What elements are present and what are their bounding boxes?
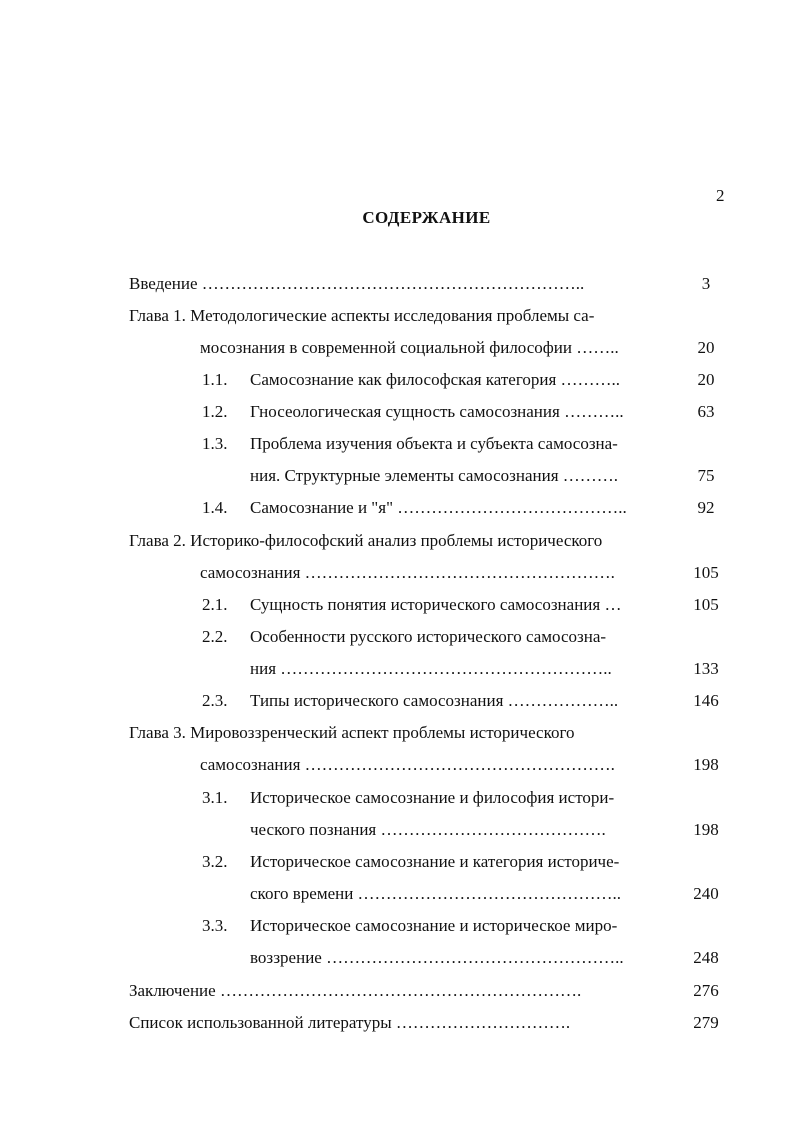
toc-section-1-4: [202, 496, 627, 520]
toc-section-1-3-continued: [250, 464, 618, 488]
toc-entry-text: Глава 3. Мировоззренческий аспект проблемы исторического: [129, 723, 575, 742]
section-number: 2.3.: [202, 691, 228, 710]
toc-section-3-2: [202, 850, 619, 874]
toc-entry-text: Список использованной литературы ………………………….: [129, 1013, 571, 1032]
toc-section-2-1: [202, 593, 621, 617]
section-number: 3.1.: [202, 788, 228, 807]
toc-section-3-1-continued: [250, 818, 606, 842]
toc-page-number: 240: [693, 884, 719, 903]
toc-entry-references: [129, 1011, 570, 1035]
section-number: 3.2.: [202, 852, 228, 871]
toc-entry-text: самосознания ……………………………………………….: [200, 755, 615, 774]
toc-section-2-2-continued: [250, 657, 612, 681]
toc-page-number: 105: [693, 595, 719, 614]
toc-page-number: 75: [697, 466, 715, 485]
toc-entry-text: ния …………………………………………………..: [250, 659, 612, 678]
toc-entry-text: Историческое самосознание и категория историче-: [250, 852, 620, 871]
section-number: 1.1.: [202, 370, 228, 389]
page-number: 2: [716, 186, 725, 205]
toc-entry-text: Заключение ……………………………………………………….: [129, 981, 582, 1000]
section-number: 1.4.: [202, 498, 228, 517]
toc-section-3-1: [202, 786, 614, 810]
section-number: 1.3.: [202, 434, 228, 453]
toc-page-number: 146: [693, 691, 719, 710]
toc-section-3-3-continued: [250, 946, 624, 970]
toc-section-2-2: [202, 625, 606, 649]
toc-entry-text: Введение …………………………………………………………..: [129, 274, 585, 293]
toc-entry-text: ского времени ………………………………………..: [250, 884, 622, 903]
toc-page-number: 105: [693, 563, 719, 582]
toc-page-number: 3: [701, 274, 711, 293]
section-number: 2.2.: [202, 627, 228, 646]
toc-page-number: 20: [697, 338, 715, 357]
section-number: 2.1.: [202, 595, 228, 614]
toc-chapter-2: [129, 529, 602, 553]
toc-section-1-2: [202, 400, 624, 424]
toc-chapter-3: [129, 721, 575, 745]
toc-page-number: 63: [697, 402, 715, 421]
toc-section-2-3: [202, 689, 618, 713]
toc-section-3-3: [202, 914, 617, 938]
toc-section-1-1: [202, 368, 620, 392]
page-title: СОДЕРЖАНИЕ: [362, 208, 491, 227]
toc-chapter-1-continued: [200, 336, 619, 360]
toc-entry-text: Глава 1. Методологические аспекты исследования проблемы са-: [129, 306, 595, 325]
toc-entry-text: Сущность понятия исторического самосознания …: [250, 595, 622, 614]
toc-page-number: 279: [693, 1013, 719, 1032]
toc-entry-text: ния. Структурные элементы самосознания ……….: [250, 466, 619, 485]
toc-page-number: 92: [697, 498, 715, 517]
toc-entry-text: Проблема изучения объекта и субъекта самосозна-: [250, 434, 618, 453]
toc-page-number: 133: [693, 659, 719, 678]
toc-entry-text: Историческое самосознание и историческое миро-: [250, 916, 618, 935]
toc-section-3-2-continued: [250, 882, 621, 906]
toc-entry-text: воззрение ……………………………………………..: [250, 948, 624, 967]
toc-entry-text: Глава 2. Историко-философский анализ проблемы исторического: [129, 531, 603, 550]
toc-entry-text: мосознания в современной социальной философии ……..: [200, 338, 619, 357]
toc-entry-text: Типы исторического самосознания ………………..: [250, 691, 619, 710]
toc-page-number: 276: [693, 981, 719, 1000]
toc-entry-text: Особенности русского исторического самосозна-: [250, 627, 607, 646]
toc-section-1-3: [202, 432, 618, 456]
toc-page-number: 20: [697, 370, 715, 389]
toc-page-number: 248: [693, 948, 719, 967]
toc-chapter-2-continued: [200, 561, 615, 585]
toc-chapter-3-continued: [200, 753, 615, 777]
section-number: 3.3.: [202, 916, 228, 935]
toc-chapter-1: [129, 304, 594, 328]
toc-page-number: 198: [693, 755, 719, 774]
toc-entry-text: самосознания ……………………………………………….: [200, 563, 615, 582]
toc-entry-text: Гносеологическая сущность самосознания ………..: [250, 402, 624, 421]
toc-entry-text: Самосознание как философская категория ………..: [250, 370, 621, 389]
toc-entry-text: Историческое самосознание и философия истори-: [250, 788, 615, 807]
toc-page-number: 198: [693, 820, 719, 839]
toc-entry-text: Самосознание и "я" …………………………………..: [250, 498, 627, 517]
toc-entry-conclusion: [129, 979, 581, 1003]
toc-entry-intro: [129, 272, 584, 296]
toc-entry-text: ческого познания ………………………………….: [250, 820, 606, 839]
section-number: 1.2.: [202, 402, 228, 421]
